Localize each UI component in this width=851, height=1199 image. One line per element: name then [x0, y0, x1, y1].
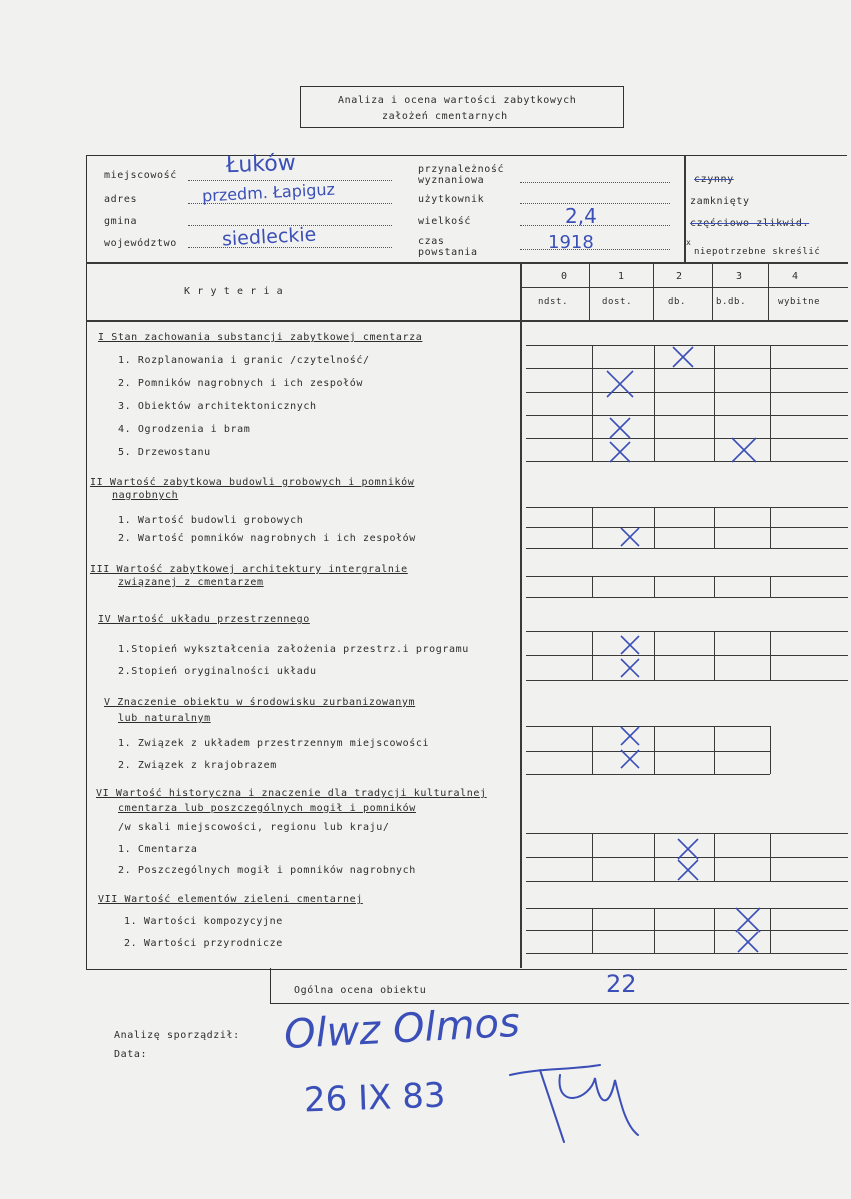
score-1-label: dost. — [602, 297, 633, 307]
score-col-line — [653, 262, 654, 320]
grid-line — [592, 507, 593, 548]
score-x-mark — [610, 442, 630, 462]
grid-line — [526, 368, 848, 369]
grid-line — [770, 833, 771, 881]
section-3-title-2: związanej z cmentarzem — [118, 577, 264, 588]
grid-line — [714, 908, 715, 953]
grid-line — [592, 576, 593, 597]
section-1-item-4: 4. Ogrodzenia i bram — [118, 424, 251, 435]
grid-line — [526, 345, 848, 346]
section-2-item-2: 2. Wartość pomników nagrobnych i ich zespołów — [118, 533, 416, 544]
grid-line — [526, 597, 848, 598]
score-x-mark — [621, 750, 639, 768]
date-value: 26 IX 83 — [303, 1075, 447, 1121]
section-5-item-1: 1. Związek z układem przestrzennym miejscowości — [118, 738, 430, 749]
grid-line — [592, 726, 593, 774]
grid-line — [526, 930, 848, 931]
status-partly: częściowo zlikwid. — [690, 218, 810, 229]
section-1-item-3: 3. Obiektów architektonicznych — [118, 401, 317, 412]
grid-line — [526, 774, 770, 775]
section-7-title: VII Wartość elementów zieleni cmentarnej — [98, 894, 363, 905]
section-6-note: /w skali miejscowości, regionu lub kraju/ — [118, 822, 390, 833]
grid-line — [714, 631, 715, 680]
value-voivodeship: siedleckie — [221, 223, 317, 251]
score-x-mark — [621, 727, 639, 745]
overall-label: Ogólna ocena obiektu — [294, 985, 427, 996]
label-locality: miejscowość — [104, 170, 177, 181]
score-2-label: db. — [668, 297, 687, 307]
score-x-mark — [607, 371, 633, 397]
grid-line — [654, 908, 655, 953]
grid-line — [654, 507, 655, 548]
label-user: użytkownik — [418, 194, 485, 205]
grid-line — [714, 345, 715, 461]
grid-line — [526, 655, 848, 656]
section-7-item-1: 1. Wartości kompozycyjne — [124, 916, 283, 927]
label-size: wielkość — [418, 216, 471, 227]
score-x-mark — [621, 659, 639, 677]
score-2-num: 2 — [676, 271, 683, 282]
status-active: czynny — [694, 174, 734, 185]
score-x-mark — [732, 438, 756, 462]
grid-line — [770, 726, 771, 774]
grid-line — [654, 576, 655, 597]
score-x-mark — [673, 347, 693, 367]
score-x-mark — [610, 418, 630, 438]
grid-line — [770, 576, 771, 597]
section-1-title: I Stan zachowania substancji zabytkowej cmentarza — [98, 332, 423, 343]
score-3-num: 3 — [736, 271, 743, 282]
score-col-line — [589, 262, 590, 320]
section-6-title-2: cmentarza lub poszczególnych mogił i pomników — [118, 803, 416, 814]
label-voivodeship: województwo — [104, 238, 177, 249]
section-1-item-5: 5. Drzewostanu — [118, 447, 211, 458]
section-6-title: VI Wartość historyczna i znaczenie dla tradycji kulturalnej — [96, 788, 487, 799]
grid-line — [526, 833, 848, 834]
grid-line — [770, 507, 771, 548]
section-4-title: IV Wartość układu przestrzennego — [98, 614, 310, 625]
header-divider — [86, 262, 848, 264]
grid-line — [714, 833, 715, 881]
score-0-num: 0 — [561, 271, 568, 282]
value-size: 2,4 — [565, 204, 597, 228]
criteria-header-bottom — [86, 320, 848, 322]
prepared-label: Analizę sporządził: — [114, 1030, 240, 1041]
criteria-label: K r y t e r i a — [184, 286, 284, 297]
score-col-line — [712, 262, 713, 320]
score-3-label: b.db. — [716, 297, 747, 307]
grid-line — [654, 631, 655, 680]
score-x-mark — [621, 528, 639, 546]
grid-line — [714, 507, 715, 548]
grid-line — [526, 392, 848, 393]
dotted-line — [520, 249, 670, 250]
section-6-item-1: 1. Cmentarza — [118, 844, 198, 855]
section-5-title-2: lub naturalnym — [118, 713, 211, 724]
status-note: niepotrzebne skreślić — [694, 247, 821, 257]
status-note-mark: x — [686, 238, 692, 247]
section-4-item-2: 2.Stopień oryginalności układu — [118, 666, 317, 677]
grid-line — [654, 345, 655, 461]
prepared-value: Olwz Olmos — [282, 999, 521, 1059]
score-x-mark — [678, 839, 698, 859]
date-label: Data: — [114, 1049, 148, 1060]
grid-line — [592, 345, 593, 461]
section-2-title-2: nagrobnych — [112, 490, 179, 501]
title-line-1: Analiza i ocena wartości zabytkowych — [338, 95, 577, 106]
grid-line — [526, 461, 848, 462]
dotted-line — [520, 182, 670, 183]
score-0-label: ndst. — [538, 297, 569, 307]
grid-line — [526, 507, 848, 508]
grid-line — [526, 751, 770, 752]
grid-line — [526, 953, 848, 954]
grid-line — [526, 438, 848, 439]
section-5-item-2: 2. Związek z krajobrazem — [118, 760, 277, 771]
grid-line — [526, 680, 848, 681]
score-x-mark — [678, 860, 698, 880]
value-address: przedm. Łapiguz — [201, 179, 336, 206]
label-address: adres — [104, 194, 138, 205]
section-2-item-1: 1. Wartość budowli grobowych — [118, 515, 304, 526]
grid-line — [714, 726, 715, 774]
score-header-mid — [520, 287, 848, 288]
grid-line — [526, 631, 848, 632]
section-5-title: V Znaczenie obiektu w środowisku zurbanizowanym — [104, 697, 416, 708]
dotted-line — [188, 247, 392, 248]
score-1-num: 1 — [618, 271, 625, 282]
grid-line — [770, 631, 771, 680]
label-affiliation: przynależność wyznaniowa — [418, 164, 505, 186]
score-col-line — [768, 262, 769, 320]
section-1-item-2: 2. Pomników nagrobnych i ich zespołów — [118, 378, 363, 389]
score-x-mark — [738, 932, 758, 952]
value-founded: 1918 — [548, 232, 594, 253]
grid-line — [526, 576, 848, 577]
grid-line — [770, 908, 771, 953]
score-x-mark — [621, 636, 639, 654]
grid-line — [592, 908, 593, 953]
section-1-item-1: 1. Rozplanowania i granic /czytelność/ — [118, 355, 370, 366]
label-founded: czas powstania — [418, 236, 478, 258]
score-4-label: wybitne — [778, 297, 821, 307]
signature — [500, 1030, 650, 1150]
grid-line — [654, 726, 655, 774]
grid-line — [526, 726, 770, 727]
score-4-num: 4 — [792, 271, 799, 282]
overall-value: 22 — [606, 970, 637, 998]
section-2-title: II Wartość zabytkowa budowli grobowych i pomników — [90, 477, 415, 488]
criteria-divider — [520, 262, 522, 968]
title-line-2: założeń cmentarnych — [382, 111, 508, 122]
section-7-item-2: 2. Wartości przyrodnicze — [124, 938, 283, 949]
grid-line — [714, 576, 715, 597]
section-6-item-2: 2. Poszczególnych mogił i pomników nagrobnych — [118, 865, 416, 876]
form-frame — [86, 155, 847, 970]
grid-line — [526, 908, 848, 909]
grid-line — [592, 631, 593, 680]
grid-line — [770, 345, 771, 461]
grid-line — [526, 527, 848, 528]
section-4-item-1: 1.Stopień wykształcenia założenia przestrz.i programu — [118, 644, 469, 655]
grid-line — [526, 881, 848, 882]
section-3-title: III Wartość zabytkowej architektury intergralnie — [90, 564, 408, 575]
label-commune: gmina — [104, 216, 138, 227]
score-x-mark — [736, 908, 760, 932]
grid-line — [526, 415, 848, 416]
status-closed: zamknięty — [690, 196, 750, 207]
grid-line — [654, 833, 655, 881]
value-locality: Łuków — [225, 150, 297, 179]
grid-line — [592, 833, 593, 881]
grid-line — [526, 548, 848, 549]
